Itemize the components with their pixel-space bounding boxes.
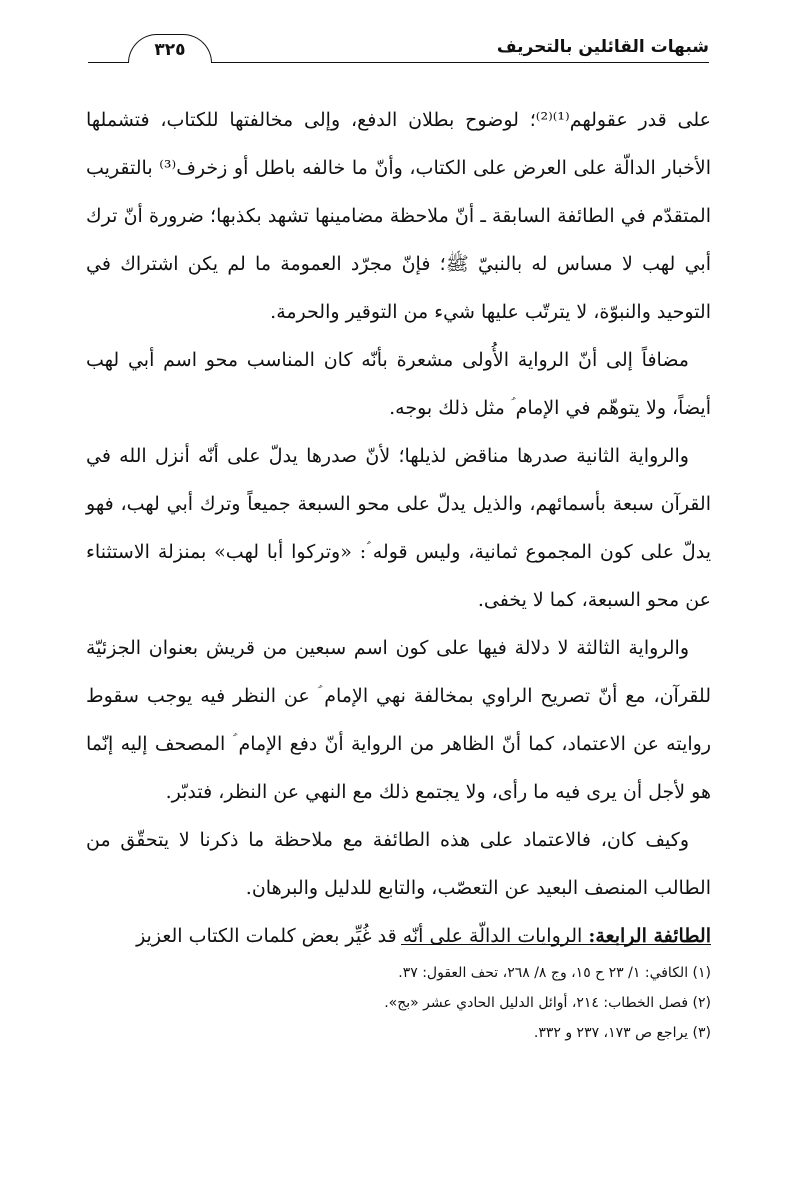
footnote-1: (١) الكافي: ١/ ٢٣ ح ١٥، وج ٨/ ٢٦٨، تحف العقول: ٣٧. <box>398 965 711 981</box>
footnote-rule <box>401 944 711 945</box>
footnotes <box>86 958 711 1048</box>
running-header-title: شبهات القائلين بالتحريف <box>496 37 709 57</box>
paragraph-1: على قدر عقولهم⁽¹⁾⁽²⁾؛ لوضوح بطلان الدفع، وإلى مخالفتها للكتاب، فتشملها الأخبار الدالّة على العرض على الكتاب، وأنّ ما خالفه باطل أو زخرف⁽³⁾ بالتقريب المتقدّم في الطائفة السابقة ـ أنّ ملاحظة مضامينها تشهد بكذبها؛ ضرورة أنّ ترك أبي لهب لا مساس له بالنبيّ ﷺ؛ فإنّ مجرّد العمومة ما لم يكن اشتراك في التوحيد والنبوّة، لا يترتّب عليها شيء من التوقير والحرمة. <box>86 109 711 323</box>
section-label: الطائفة الرابعة: <box>588 925 711 947</box>
paragraph-4: والرواية الثالثة لا دلالة فيها على كون اسم سبعين من قريش بعنوان الجزئيّة للقرآن، مع أنّ تصريح الراوي بمخالفة نهي الإمام ؑ عن النظر فيه يوجب سقوط روايته عن الاعتماد، كما أنّ الظاهر من الرواية أنّ دفع الإمام ؑ المصحف إليه إنّما هو لأجل أن يرى فيه ما رأى، ولا يجتمع ذلك مع النهي عن النظر، فتدبّر. <box>86 637 711 803</box>
paragraph-2: مضافاً إلى أنّ الرواية الأُولى مشعرة بأنّه كان المناسب محو اسم أبي لهب أيضاً، ولا يتوهّم في الإمام ؑ مثل ذلك بوجه. <box>86 349 711 419</box>
paragraph-6 <box>86 912 711 960</box>
footnote-2: (٢) فصل الخطاب: ٢١٤، أوائل الدليل الحادي عشر «بج». <box>384 995 711 1011</box>
paragraph-5: وكيف كان، فالاعتماد على هذه الطائفة مع ملاحظة ما ذكرنا لا يتحقّق من الطالب المنصف البعيد عن التعصّب، والتابع للدليل والبرهان. <box>86 829 711 899</box>
footnote-3: (٣) يراجع ص ١٧٣، ٢٣٧ و ٣٣٢. <box>533 1025 711 1041</box>
paragraph-3: والرواية الثانية صدرها مناقض لذيلها؛ لأنّ صدرها يدلّ على أنّه أنزل الله في القرآن سبعة بأسمائهم، والذيل يدلّ على محو السبعة جميعاً وترك أبي لهب، فهو يدلّ على كون المجموع ثمانية، وليس قوله ؑ: «وتركوا أبا لهب» بمنزلة الاستثناء عن محو السبعة، كما لا يخفى. <box>86 445 711 611</box>
page-number: ٣٢٥ <box>128 34 212 63</box>
body-text <box>86 96 711 960</box>
section-text: الروايات الدالّة على أنّه قد غُيِّر بعض كلمات الكتاب العزيز <box>136 925 589 947</box>
